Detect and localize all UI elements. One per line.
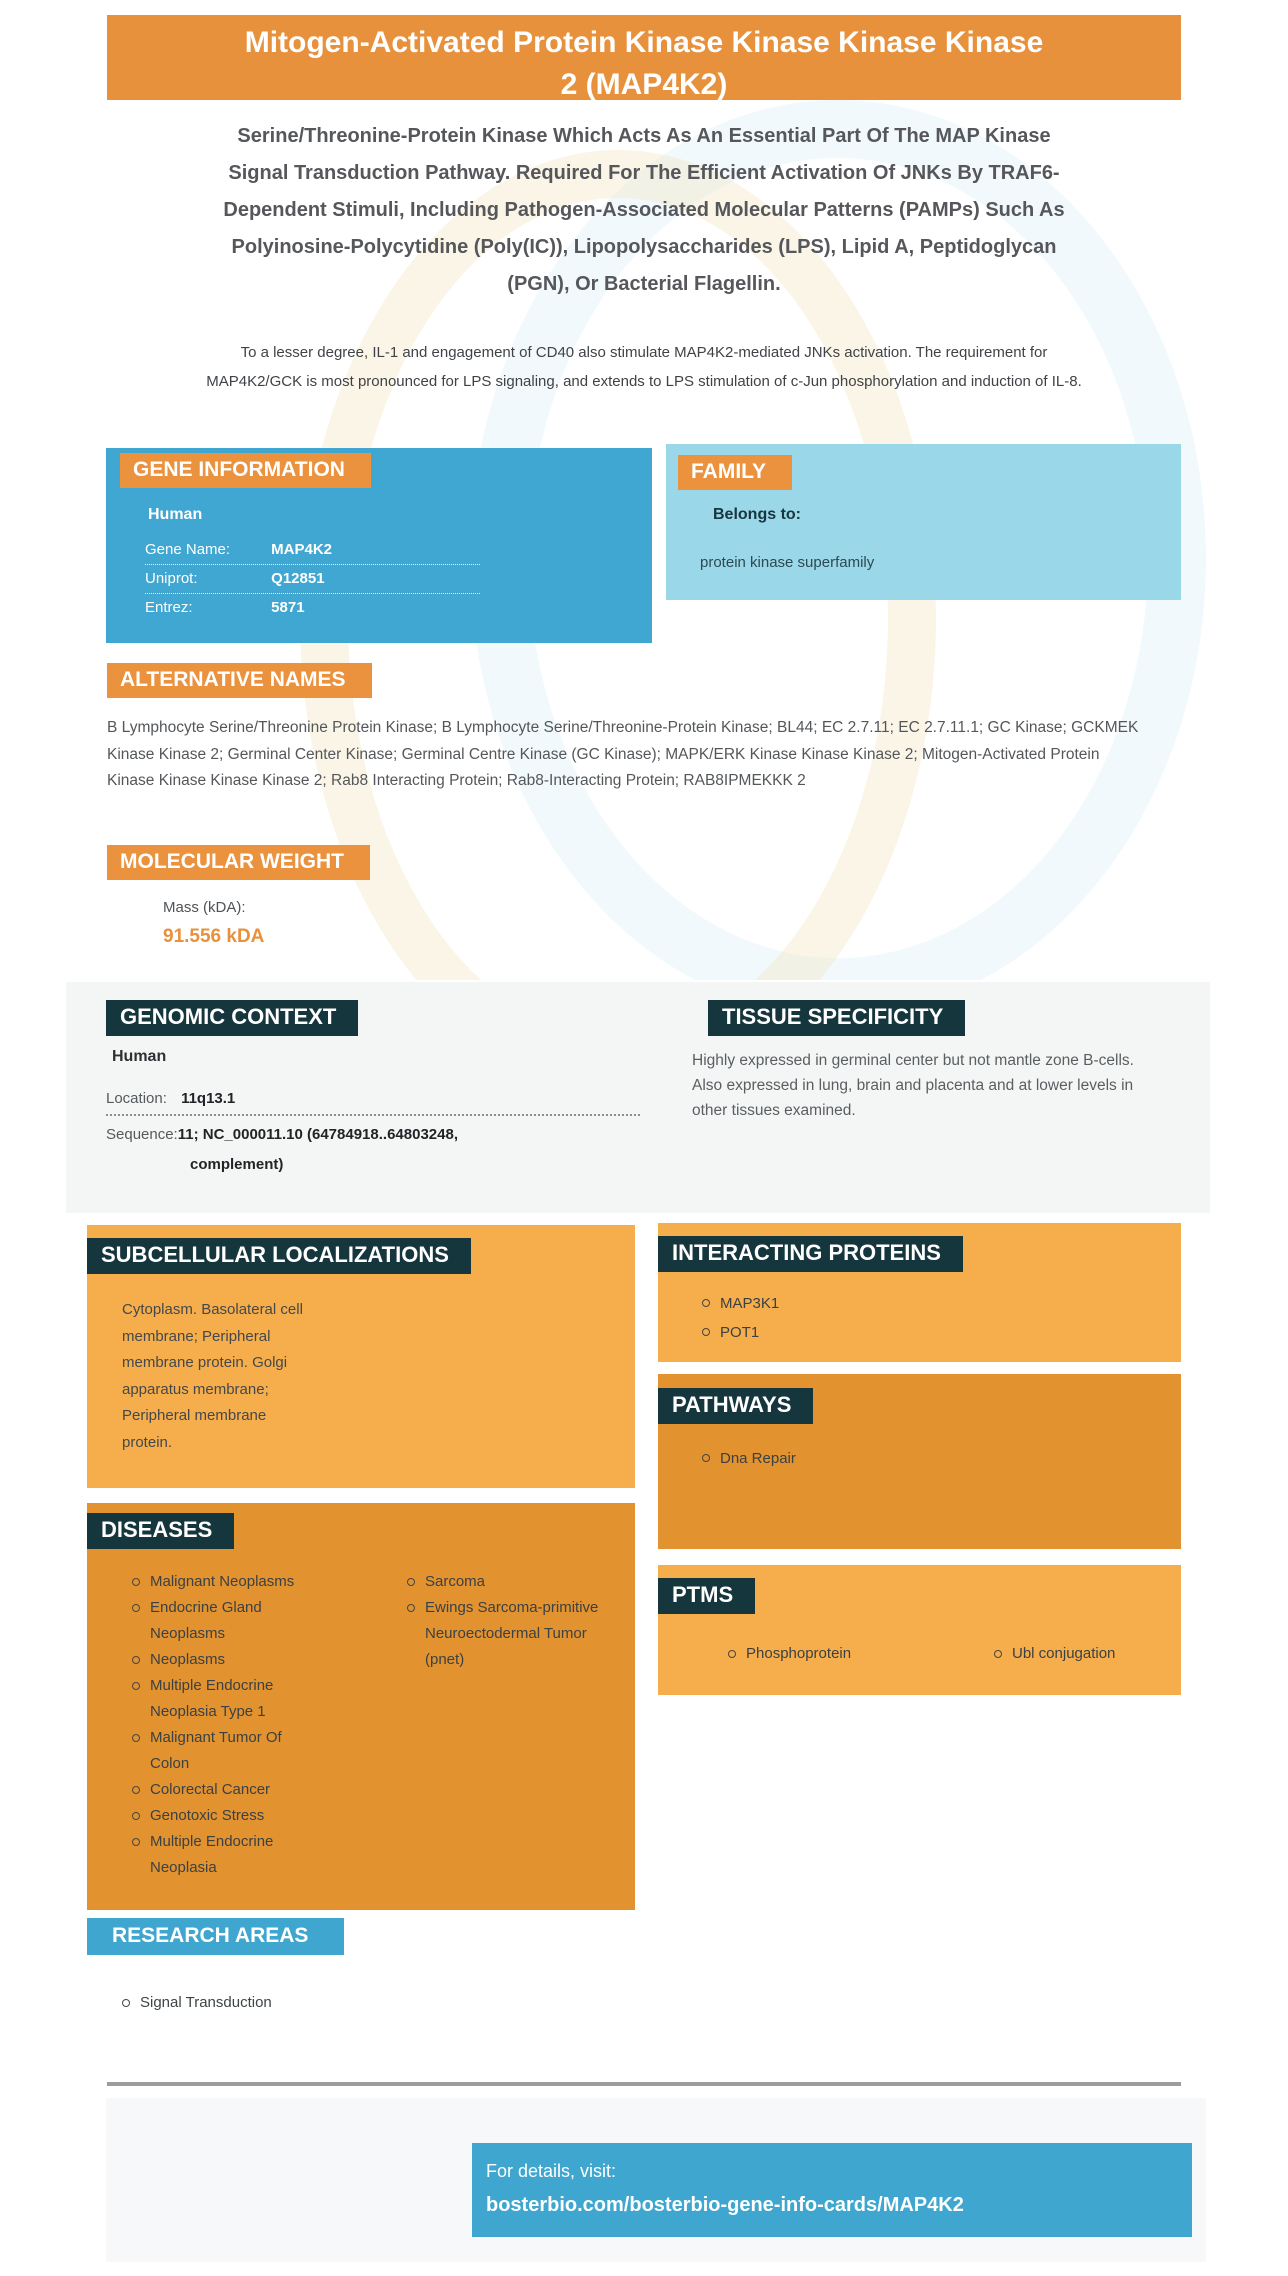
gene-name-row (145, 536, 480, 565)
pathways-list (702, 1444, 796, 1473)
interacting-proteins-list (702, 1289, 779, 1347)
ptms-card (658, 1565, 1181, 1695)
tissue-specificity-heading: TISSUE SPECIFICITY (708, 1000, 965, 1036)
gene-information-card (106, 448, 652, 643)
sequence-label: Sequence: (106, 1126, 178, 1143)
disease-item: Malignant Tumor Of Colon (132, 1725, 317, 1777)
footer-cta-box (472, 2143, 1192, 2237)
page-subtitle (107, 118, 1181, 303)
uniprot-row (145, 565, 480, 594)
uniprot-label: Uniprot: (145, 570, 198, 587)
diseases-list-column-2 (407, 1569, 607, 1673)
disease-item: Sarcoma (407, 1569, 607, 1595)
gene-rows (145, 536, 480, 622)
section-divider (107, 2082, 1181, 2086)
sequence-row (106, 1126, 458, 1143)
subcellular-localizations-text: Cytoplasm. Basolateral cell membrane; Peripheral membrane protein. Golgi apparatus membrane; Peripheral membrane protein. (122, 1301, 303, 1451)
interacting-proteins-card (658, 1223, 1181, 1362)
gene-information-heading: GENE INFORMATION (120, 453, 371, 488)
gene-name-label: Gene Name: (145, 541, 231, 558)
dotted-divider (106, 1114, 640, 1116)
footer-url-link[interactable]: bosterbio.com/bosterbio-gene-info-cards/MAP4K2 (486, 2194, 964, 2216)
disease-item: Genotoxic Stress (132, 1803, 317, 1829)
disease-item: Neoplasms (132, 1647, 317, 1673)
disease-item: Malignant Neoplasms (132, 1569, 317, 1595)
disease-item: Endocrine Gland Neoplasms (132, 1595, 317, 1647)
interacting-proteins-heading: INTERACTING PROTEINS (658, 1236, 963, 1272)
location-label: Location: (106, 1090, 167, 1107)
disease-item: Multiple Endocrine Neoplasia (132, 1829, 317, 1881)
belongs-to-label: Belongs to: (713, 506, 801, 523)
intro-paragraph-text: To a lesser degree, IL-1 and engagement of CD40 also stimulate MAP4K2-mediated JNKs activation. The requirement for MAP4K2/GCK is most pronounced for LPS signaling, and extends to LPS stimulation of c-Jun phosphorylation and induction of IL-8. (206, 344, 1082, 390)
pathways-card (658, 1374, 1181, 1549)
footer-visit-label: For details, visit: (486, 2161, 617, 2181)
sequence-value-continuation: complement) (190, 1156, 284, 1173)
genomic-context-heading: GENOMIC CONTEXT (106, 1000, 358, 1036)
diseases-list-column-1 (132, 1569, 317, 1881)
intro-paragraph (107, 338, 1181, 396)
disease-item: Ewings Sarcoma-primitive Neuroectodermal Tumor (pnet) (407, 1595, 607, 1673)
page-subtitle-text: Serine/Threonine-Protein Kinase Which Acts As An Essential Part Of The MAP Kinase Signal Transduction Pathway. Required For The Efficient Activation Of JNKs By TRAF6-Dependent Stimuli, Including Pathogen-Associated Molecular Patterns (PAMPs) Such As Polyinosine-Polycytidine (Poly(IC)), Lipopolysaccharides (LPS), Lipid A, Peptidoglycan (PGN), Or Bacterial Flagellin. (223, 125, 1065, 295)
alternative-names-heading: ALTERNATIVE NAMES (107, 663, 372, 698)
page-title: Mitogen-Activated Protein Kinase Kinase Kinase Kinase 2 (MAP4K2) (244, 26, 1044, 101)
location-value: 11q13.1 (181, 1090, 236, 1107)
research-areas-heading: RESEARCH AREAS (87, 1918, 344, 1955)
disease-item: Colorectal Cancer (132, 1777, 317, 1803)
alternative-names-text: B Lymphocyte Serine/Threonine Protein Kinase; B Lymphocyte Serine/Threonine-Protein Kinase; BL44; EC 2.7.11; EC 2.7.11.1; GC Kinase; GCKMEK Kinase Kinase 2; Germinal Center Kinase; Germinal Centre Kinase (GC Kinase); MAPK/ERK Kinase Kinase Kinase 2; Mitogen-Activated Protein Kinase Kinase Kinase Kinase 2; Rab8 Interacting Protein; Rab8-Interacting Protein; RAB8IPMEKKK 2 (107, 719, 1139, 789)
genomic-species-label: Human (112, 1048, 167, 1065)
subcellular-localizations-heading: SUBCELLULAR LOCALIZATIONS (87, 1238, 471, 1274)
family-card (666, 444, 1181, 600)
subcellular-localizations-card (87, 1225, 635, 1488)
molecular-weight-heading: MOLECULAR WEIGHT (107, 845, 370, 880)
diseases-heading: DISEASES (87, 1513, 234, 1549)
research-area-item: Signal Transduction (122, 1990, 272, 2016)
pathway-item: Dna Repair (702, 1444, 796, 1473)
ptms-heading: PTMS (658, 1578, 755, 1614)
uniprot-value: Q12851 (271, 570, 325, 587)
entrez-label: Entrez: (145, 599, 193, 616)
gene-species-label: Human (148, 506, 203, 523)
interacting-protein-item: MAP3K1 (702, 1289, 779, 1318)
footer (106, 2098, 1206, 2262)
disease-item: Multiple Endocrine Neoplasia Type 1 (132, 1673, 317, 1725)
family-value: protein kinase superfamily (700, 554, 875, 571)
mass-label: Mass (kDA): (163, 899, 246, 916)
family-heading: FAMILY (678, 455, 792, 490)
sequence-value: 11; NC_000011.10 (64784918..64803248, (177, 1126, 458, 1143)
entrez-row (145, 594, 480, 622)
research-areas-list (122, 1990, 272, 2016)
title-banner (107, 15, 1181, 100)
mass-value: 91.556 kDA (163, 926, 265, 947)
ptm-item: Ubl conjugation (994, 1641, 1115, 1667)
ptm-item: Phosphoprotein (728, 1641, 851, 1667)
tissue-specificity-text: Highly expressed in germinal center but not mantle zone B-cells. Also expressed in lung, brain and placenta and at lower levels in other tissues examined. (692, 1052, 1134, 1119)
location-row (106, 1090, 235, 1107)
gene-name-value: MAP4K2 (271, 541, 333, 558)
entrez-value: 5871 (271, 599, 305, 616)
interacting-protein-item: POT1 (702, 1318, 779, 1347)
pathways-heading: PATHWAYS (658, 1388, 813, 1424)
genomic-context-panel (66, 982, 1210, 1213)
diseases-card (87, 1503, 635, 1910)
